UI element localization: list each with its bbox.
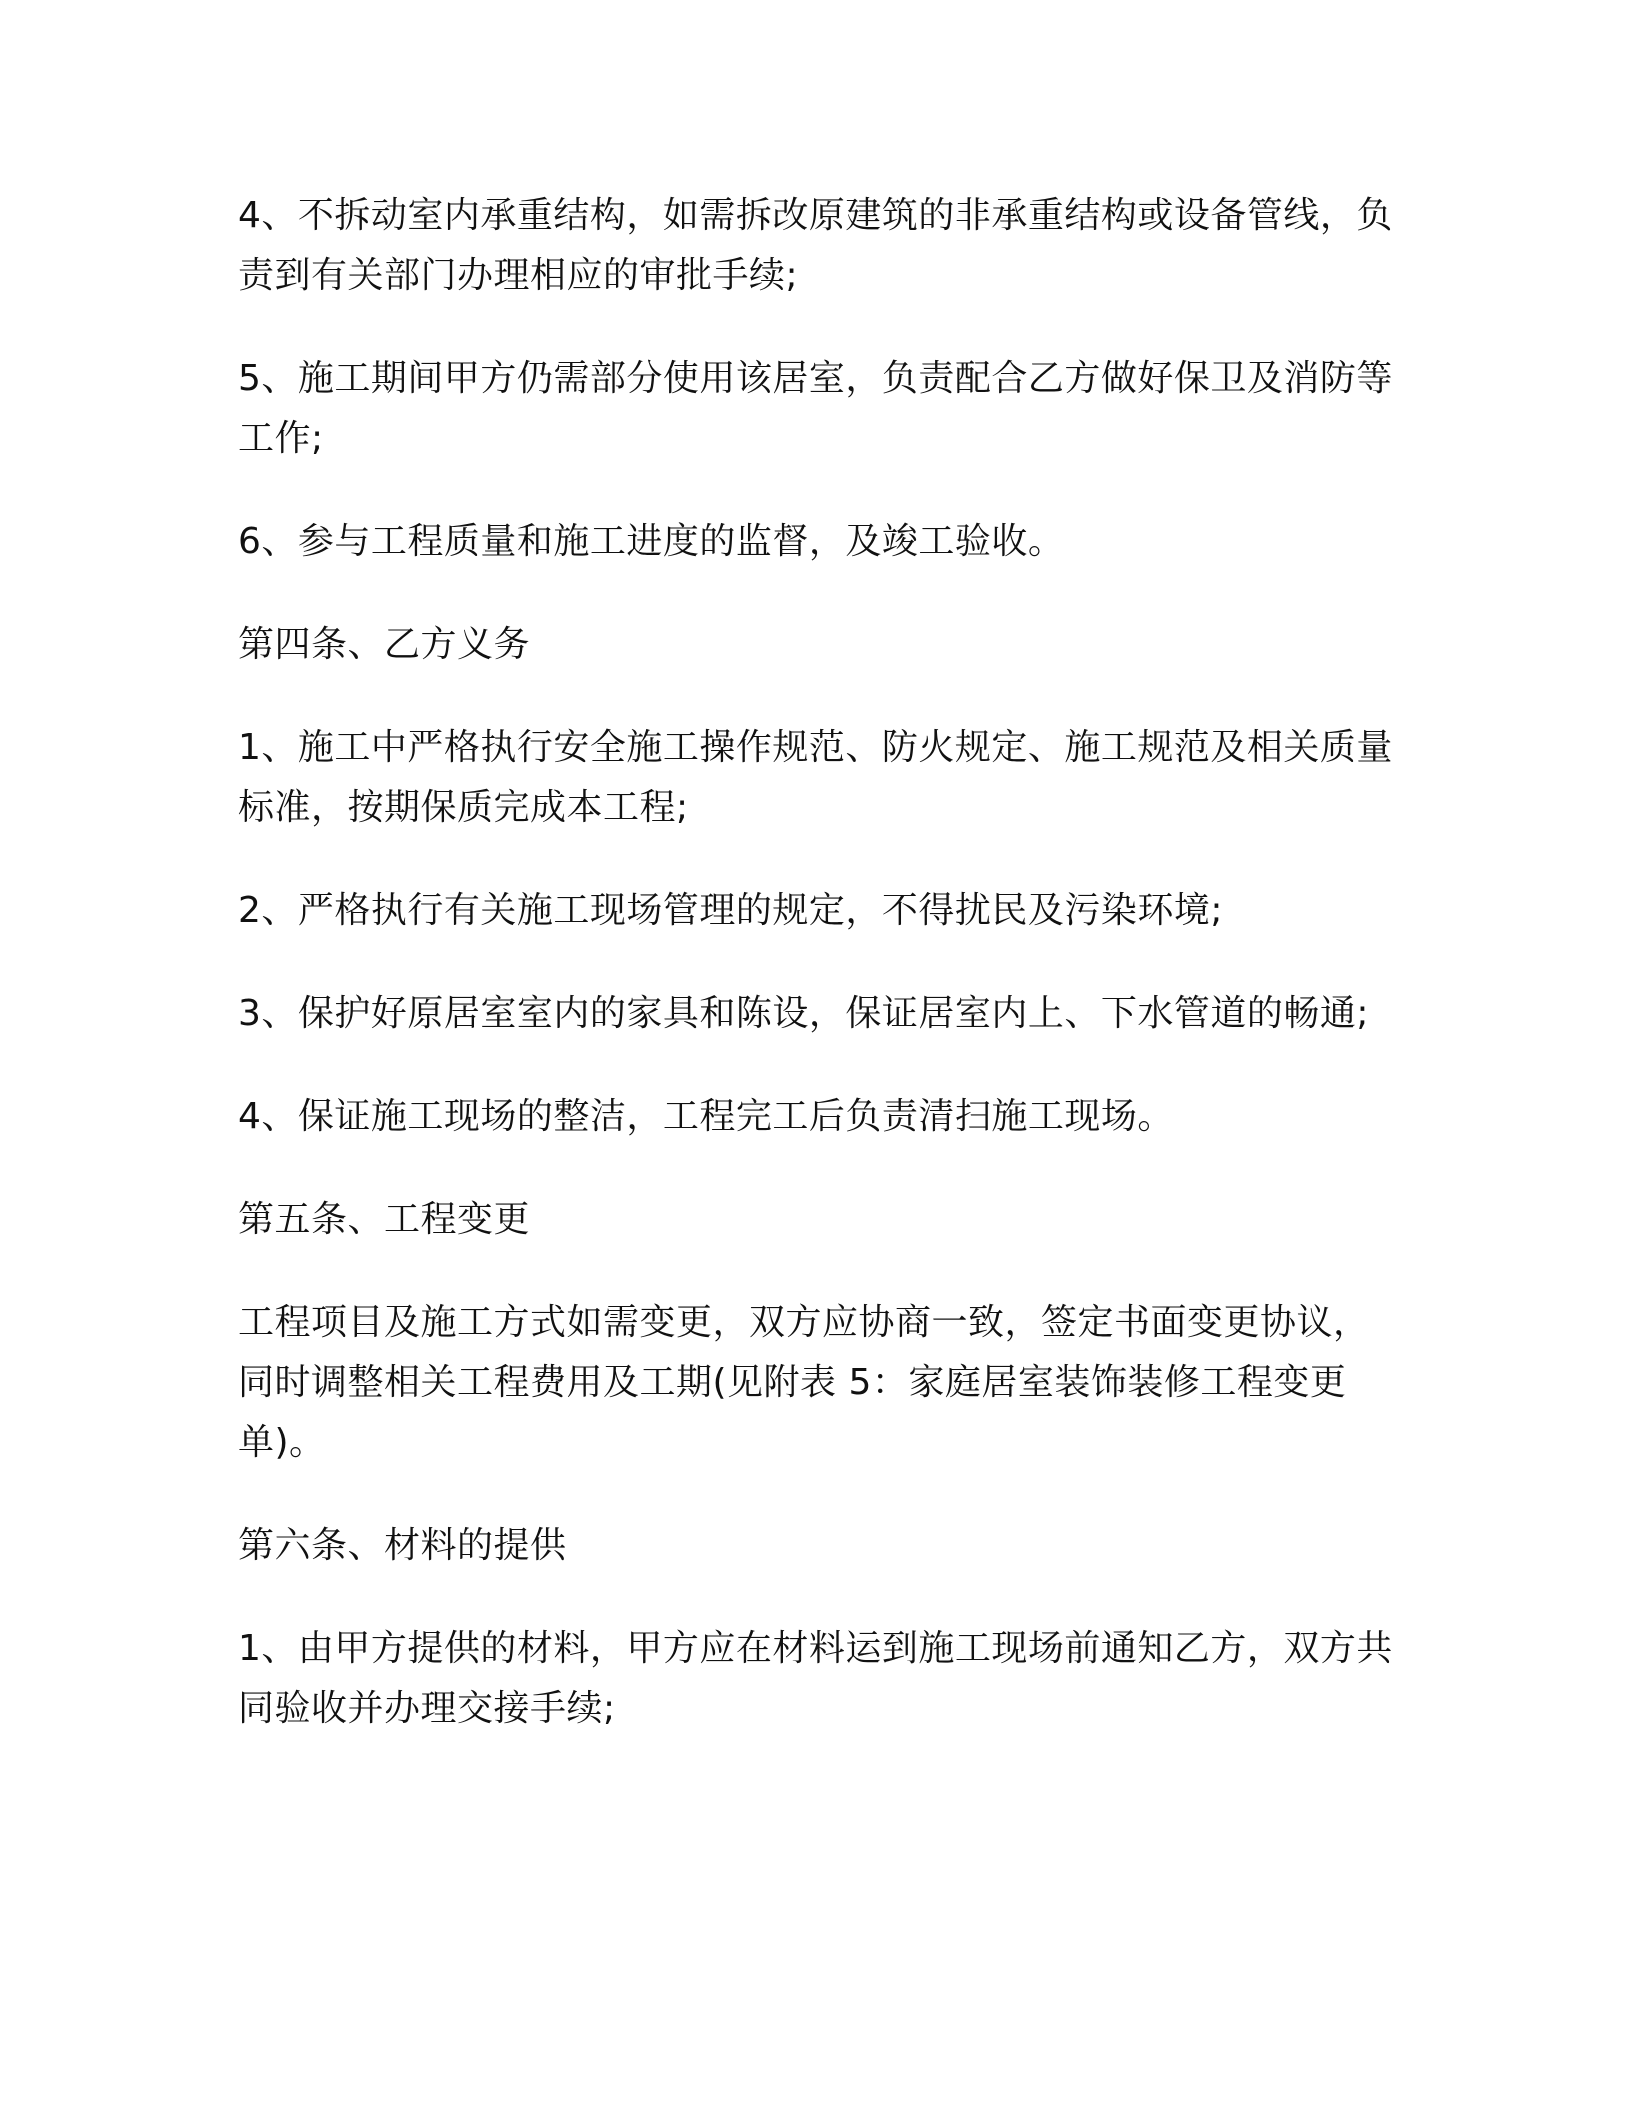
clause-item: 3、保护好原居室室内的家具和陈设，保证居室内上、下水管道的畅通; — [238, 993, 1370, 1034]
clause-item: 4、不拆动室内承重结构，如需拆改原建筑的非承重结构或设备管线，负责到有关部门办理相应的审批手续; — [238, 195, 1393, 296]
section-heading: 第六条、材料的提供 — [238, 1525, 567, 1566]
clause-item: 6、参与工程质量和施工进度的监督，及竣工验收。 — [238, 521, 1065, 562]
clause-item: 5、施工期间甲方仍需部分使用该居室，负责配合乙方做好保卫及消防等工作; — [238, 358, 1393, 459]
section-heading: 第五条、工程变更 — [238, 1199, 531, 1240]
document-body — [238, 186, 1398, 1782]
section-heading: 第四条、乙方义务 — [238, 624, 531, 665]
clause-item: 1、施工中严格执行安全施工操作规范、防火规定、施工规范及相关质量标准，按期保质完成本工程; — [238, 727, 1393, 828]
clause-item: 工程项目及施工方式如需变更，双方应协商一致，签定书面变更协议，同时调整相关工程费用及工期(见附表 5：家庭居室装饰装修工程变更单)。 — [238, 1302, 1370, 1463]
clause-item: 4、保证施工现场的整洁，工程完工后负责清扫施工现场。 — [238, 1096, 1174, 1137]
clause-item: 2、严格执行有关施工现场管理的规定，不得扰民及污染环境; — [238, 890, 1224, 931]
clause-item: 1、由甲方提供的材料，甲方应在材料运到施工现场前通知乙方，双方共同验收并办理交接手续; — [238, 1628, 1393, 1729]
